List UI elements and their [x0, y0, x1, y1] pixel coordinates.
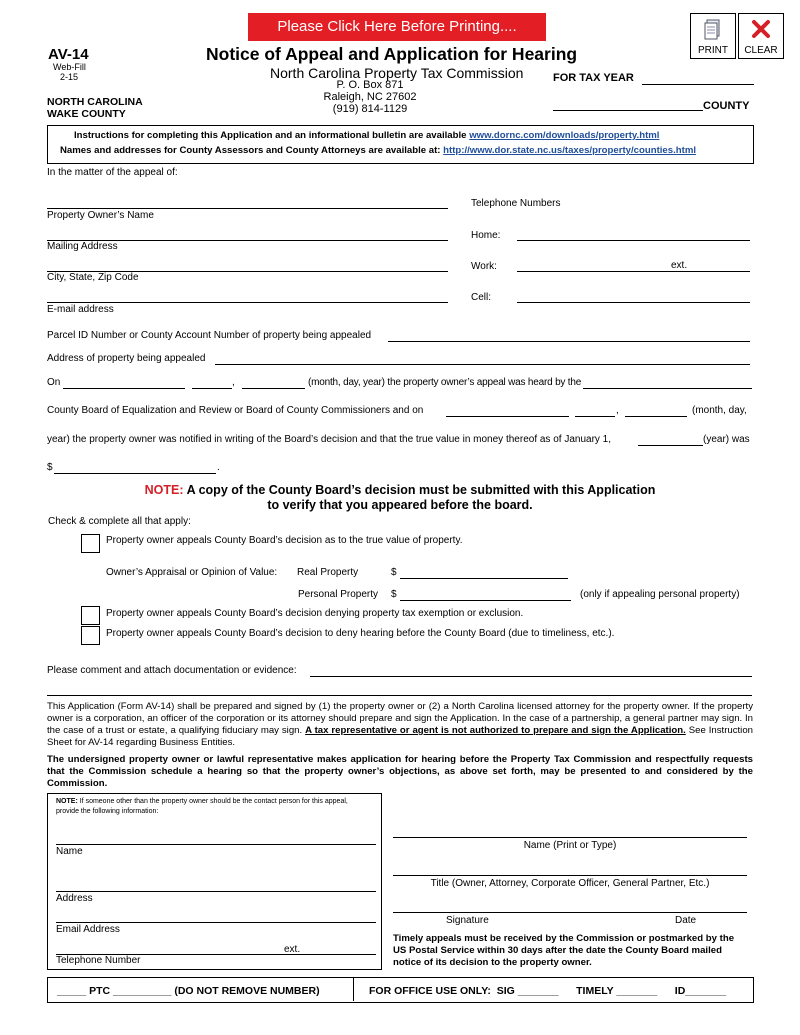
clear-button[interactable]	[738, 13, 784, 59]
contact-name-label: Name	[56, 846, 83, 857]
period: .	[217, 462, 220, 473]
property-address-field[interactable]	[215, 364, 750, 365]
real-dollar: $	[391, 567, 397, 578]
contact-note-text: If someone other than the property owner should be the contact person for this appeal, provide the following information:	[56, 798, 348, 815]
heard-text: (month, day, year) the property owner’s appeal was heard by the	[308, 377, 582, 388]
parcel-field[interactable]	[388, 341, 750, 342]
form-id: AV-14	[48, 46, 89, 63]
city-state-zip-label: City, State, Zip Code	[47, 272, 139, 283]
email-field[interactable]	[47, 302, 448, 303]
contact-name-field[interactable]	[56, 844, 376, 845]
personal-dollar: $	[391, 589, 397, 600]
application-request-paragraph: The undersigned property owner or lawful representative makes application for hearing before the Property Tax Commission and respectfully requests that the Commission schedule a hearing so that the property owner’s objections, as above set forth, may be presented to and considered by the Commission.	[47, 754, 753, 789]
email-label: E-mail address	[47, 304, 114, 315]
comma: ,	[232, 377, 235, 388]
owner-name-field[interactable]	[47, 208, 448, 209]
exemption-option-label: Property owner appeals County Board’s decision denying property tax exemption or exclusion.	[106, 608, 524, 619]
instructions-text-1: Instructions for completing this Application and an informational bulletin are available	[74, 130, 467, 141]
printer-icon	[703, 18, 723, 42]
hearing-day-field[interactable]	[192, 388, 232, 389]
notice-year-field[interactable]	[625, 416, 687, 417]
note-line-1	[60, 483, 740, 497]
true-value-field[interactable]	[54, 473, 216, 474]
contact-email-field[interactable]	[56, 922, 376, 923]
hearing-month-day-field[interactable]	[63, 388, 185, 389]
parcel-label: Parcel ID Number or County Account Number of property being appealed	[47, 330, 372, 341]
footer-divider	[353, 977, 354, 1001]
comment-field-2[interactable]	[47, 695, 752, 696]
personal-property-value-field[interactable]	[400, 600, 571, 601]
value-year-field[interactable]	[638, 445, 703, 446]
signer-title-label: Title (Owner, Attorney, Corporate Officer, General Partner, Etc.)	[430, 878, 710, 889]
hearing-year-field[interactable]	[242, 388, 305, 389]
timeliness-option-label: Property owner appeals County Board’s decision to deny hearing before the County Board (due to timeliness, etc.).	[106, 628, 615, 639]
agency-phone: (919) 814-1129	[332, 103, 408, 115]
instructions-line-1	[74, 130, 659, 141]
real-property-value-field[interactable]	[400, 578, 568, 579]
property-address-label: Address of property being appealed	[47, 353, 206, 364]
property-bulletin-link[interactable]: www.dornc.com/downloads/property.html	[469, 130, 660, 141]
print-button[interactable]	[690, 13, 736, 59]
contact-address-label: Address	[56, 893, 93, 904]
timely-notice: Timely appeals must be received by the Commission or postmarked by the US Postal Service within 30 days after the date the County Board mailed notice of its decision to the property owner.	[393, 933, 735, 968]
note-text-1: A copy of the County Board’s decision must be submitted with this Application	[186, 483, 656, 497]
contact-note	[56, 797, 371, 817]
contact-note-label: NOTE:	[56, 798, 78, 805]
instructions-text-2: Names and addresses for County Assessors and County Attorneys are available at:	[60, 145, 441, 156]
contact-ext-label: ext.	[284, 944, 301, 955]
month-day-label: (month, day,	[692, 405, 747, 416]
page-title: Notice of Appeal and Application for Hearing	[206, 44, 578, 64]
telephone-title: Telephone Numbers	[471, 198, 561, 209]
contact-address-field[interactable]	[56, 891, 376, 892]
legal-text-c: See Instruction Sheet for AV-14 regarding Business Entities.	[47, 725, 753, 748]
web-fill-label: Web-Fill	[53, 62, 86, 72]
tax-year-field[interactable]	[642, 84, 754, 85]
clear-label: CLEAR	[744, 45, 778, 56]
contact-email-label: Email Address	[56, 924, 120, 935]
year-was-label: (year) was	[703, 434, 750, 445]
year-text: year) the property owner was notified in writing of the Board’s decision and that the true value in money thereof as of January 1,	[47, 434, 612, 445]
work-phone-field[interactable]	[517, 271, 750, 272]
work-phone-label: Work:	[471, 261, 497, 272]
agency-name: North Carolina Property Tax Commission	[270, 65, 524, 81]
exemption-checkbox[interactable]	[81, 606, 100, 625]
work-ext-label: ext.	[671, 260, 688, 271]
personal-property-label: Personal Property	[298, 589, 379, 600]
state-label: NORTH CAROLINA	[47, 96, 143, 108]
cell-phone-field[interactable]	[517, 302, 750, 303]
check-intro: Check & complete all that apply:	[48, 516, 191, 527]
county-field[interactable]	[553, 110, 703, 111]
print-label: PRINT	[698, 45, 728, 56]
po-box: P. O. Box 871	[336, 79, 404, 91]
signature-field[interactable]	[393, 912, 747, 913]
office-use-field: FOR OFFICE USE ONLY: SIG _______ TIMELY _______ ID_______	[369, 985, 727, 997]
real-property-label: Real Property	[297, 567, 359, 578]
personal-note: (only if appealing personal property)	[580, 589, 740, 600]
board-text: County Board of Equalization and Review or Board of County Commissioners and on	[47, 405, 424, 416]
true-value-checkbox[interactable]	[81, 534, 100, 553]
notice-month-field[interactable]	[446, 416, 569, 417]
x-icon	[751, 19, 771, 39]
signer-name-label: Name (Print or Type)	[523, 840, 617, 851]
contact-phone-label: Telephone Number	[56, 955, 141, 966]
comment-label: Please comment and attach documentation or evidence:	[47, 665, 297, 676]
counties-link[interactable]: http://www.dor.state.nc.us/taxes/property/counties.html	[443, 145, 697, 156]
cell-phone-label: Cell:	[471, 292, 492, 303]
note-line-2: to verify that you appeared before the board.	[267, 498, 533, 512]
signer-title-field[interactable]	[393, 875, 747, 876]
form-version: 2-15	[60, 72, 79, 82]
notice-day-field[interactable]	[575, 416, 615, 417]
home-phone-field[interactable]	[517, 240, 750, 241]
mailing-address-label: Mailing Address	[47, 241, 118, 252]
dollar-sign: $	[47, 462, 53, 473]
on-label: On	[47, 377, 61, 388]
note-label: NOTE:	[144, 483, 184, 497]
legal-paragraph	[47, 701, 753, 749]
timeliness-checkbox[interactable]	[81, 626, 100, 645]
county-name: WAKE COUNTY	[47, 108, 126, 120]
legal-text-a: This Application (Form AV-14) shall be prepared and signed by (1) the property owner or (2) a North Carolina licensed attorney for the property owner. If the property owner is a corporation, an officer of the corporation or its attorney should prepare and sign the Application. In the case of a partnership, a general partner may sign. In the case of a trust or estate, a qualifying fiduciary may sign.	[47, 701, 753, 736]
owner-name-label: Property Owner’s Name	[47, 210, 154, 221]
print-instructions-button[interactable]: Please Click Here Before Printing....	[248, 13, 546, 41]
signer-name-field[interactable]	[393, 837, 747, 838]
appeal-intro: In the matter of the appeal of:	[47, 167, 178, 178]
true-value-option-label: Property owner appeals County Board’s decision as to the true value of property.	[106, 535, 463, 546]
comma: ,	[616, 405, 619, 416]
signature-label: Signature	[446, 915, 489, 926]
home-phone-label: Home:	[471, 230, 501, 241]
city-address: Raleigh, NC 27602	[323, 91, 417, 103]
county-heard-field[interactable]	[583, 388, 752, 389]
tax-year-label: FOR TAX YEAR	[553, 72, 634, 84]
opinion-label: Owner’s Appraisal or Opinion of Value:	[106, 567, 278, 578]
date-label: Date	[675, 915, 697, 926]
ptc-number-field: _____ PTC __________ (DO NOT REMOVE NUMBER)	[57, 985, 320, 997]
instructions-line-2	[60, 145, 696, 156]
contact-box	[47, 793, 382, 970]
legal-text-b: A tax representative or agent is not authorized to prepare and sign the Application.	[305, 725, 686, 736]
comment-field-1[interactable]	[310, 676, 752, 677]
county-label: COUNTY	[703, 100, 750, 112]
